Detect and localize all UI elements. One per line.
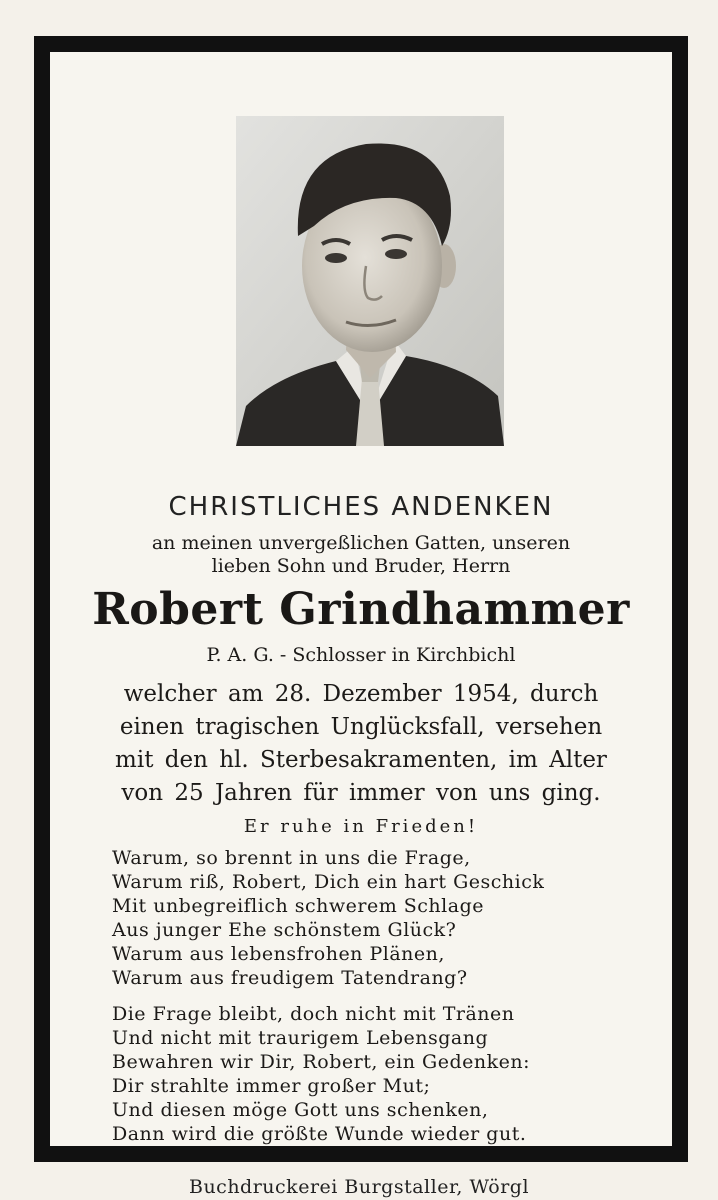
- memorial-heading: CHRISTLICHES ANDENKEN: [168, 492, 554, 522]
- poem-line: Und diesen möge Gott uns schenken,: [112, 1099, 489, 1121]
- card-paper: [50, 52, 672, 1146]
- deceased-name: Robert Grindhammer: [92, 584, 630, 635]
- notice-line: einen tragischen Unglücksfall, versehen: [119, 714, 603, 740]
- notice-line: von 25 Jahren für immer von uns ging.: [121, 780, 601, 806]
- dedication-line: lieben Sohn und Bruder, Herrn: [211, 555, 511, 577]
- notice-line: mit den hl. Sterbesakramenten, im Alter: [115, 747, 607, 773]
- printer-credit: Buchdruckerei Burgstaller, Wörgl: [188, 1176, 530, 1198]
- poem-line: Mit unbegreiflich schwerem Schlage: [112, 895, 484, 917]
- occupation-line: P. A. G. - Schlosser in Kirchbichl: [206, 644, 516, 666]
- mourning-border: [34, 36, 688, 1162]
- poem-line: Warum aus freudigem Tatendrang?: [112, 967, 468, 989]
- poem-line: Die Frage bleibt, doch nicht mit Tränen: [112, 1003, 515, 1025]
- poem-line: Warum aus lebensfrohen Plänen,: [112, 943, 445, 965]
- poem-line: Warum, so brennt in uns die Frage,: [112, 847, 471, 869]
- poem-stanza-2: [112, 1002, 642, 1146]
- poem-line: Aus junger Ehe schönstem Glück?: [112, 919, 457, 941]
- dedication-line: an meinen unvergeßlichen Gatten, unseren: [151, 532, 571, 554]
- dedication-text: [50, 532, 672, 578]
- death-notice: [72, 678, 650, 810]
- portrait-illustration: [236, 116, 504, 446]
- notice-line: welcher am 28. Dezember 1954, durch: [123, 681, 599, 707]
- poem-stanza-1: [112, 846, 642, 990]
- poem-line: Warum riß, Robert, Dich ein hart Geschick: [112, 871, 545, 893]
- rest-in-peace: Er ruhe in Frieden!: [243, 816, 479, 837]
- poem-line: Dir strahlte immer großer Mut;: [112, 1075, 431, 1097]
- poem-line: Bewahren wir Dir, Robert, ein Gedenken:: [112, 1051, 530, 1073]
- portrait-photo: [236, 116, 504, 446]
- poem-line: Dann wird die größte Wunde wieder gut.: [112, 1123, 527, 1145]
- poem-line: Und nicht mit traurigem Lebensgang: [112, 1027, 489, 1049]
